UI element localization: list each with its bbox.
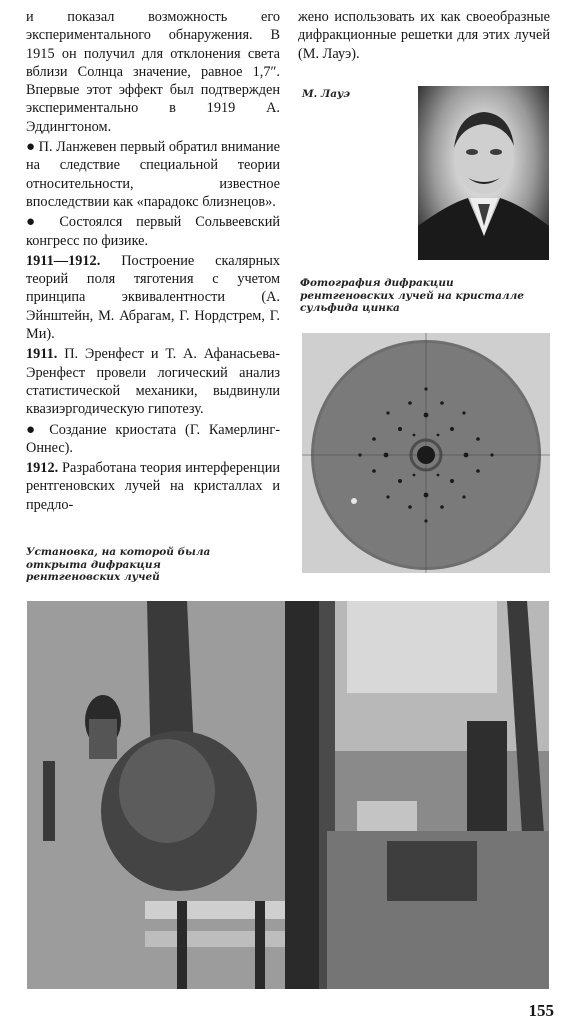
apparatus-photo: [27, 601, 549, 989]
portrait-caption: М. Лауэ: [302, 88, 351, 100]
paragraph-scalar-theories: [26, 252, 280, 343]
diffraction-pattern-icon: [302, 333, 550, 573]
paragraph-text: Создание криостата (Г. Камерлинг-Оннес).: [26, 421, 281, 456]
page-number: 155: [528, 1001, 554, 1020]
apparatus-icon: [27, 601, 549, 989]
paragraph-solvay: [26, 213, 280, 250]
paragraph-text: Разработана теория интерференции рентгеновских лучей на кристаллах и предло-: [26, 460, 280, 513]
year-label: 1912.: [26, 460, 59, 477]
paragraph-einstein-deflection: и показал возможность его экспериментального обнаружения. В 1915 он получил для отклонения света вблизи Солнца значение, равное 1,7″. Впервые этот эффект был подтвержден экспериментально в 1919 А. Эддингтоном.: [26, 9, 280, 135]
bullet-icon: ●: [26, 139, 36, 156]
bullet-icon: ●: [26, 421, 41, 438]
right-text-column: жено использовать их как своеобразные дифракционные решетки для этих лучей (М. Лауэ).: [298, 9, 550, 62]
diffraction-photo: [302, 333, 550, 573]
paragraph-ehrenfest: [26, 345, 280, 418]
year-label: 1911.: [26, 346, 58, 363]
paragraph-text: П. Эренфест и Т. А. Афанасьева-Эренфест провели логический анализ статистической механики, выдвинули квазиэргодическую гипотезу.: [26, 346, 280, 418]
paragraph-text: Построение скалярных теорий поля тяготения с учетом принципа эквивалентности (А. Эйнштейн, М. Абрагам, Г. Нордстрем, Г. Ми).: [26, 252, 280, 343]
paragraph-cryostat: [26, 421, 280, 458]
bullet-icon: ●: [26, 214, 46, 231]
paragraph-text: Состоялся первый Сольвеевский конгресс по физике.: [26, 214, 281, 249]
left-text-column: [26, 8, 280, 516]
year-label: 1911—1912.: [26, 252, 101, 269]
apparatus-caption: Установка, на которой была открыта дифракция рентгеновских лучей: [26, 546, 211, 583]
diffraction-caption: Фотография дифракции рентгеновских лучей на кристалле сульфида цинка: [300, 277, 524, 314]
paragraph-text: П. Ланжевен первый обратил внимание на следствие специальной теории относительности, известное впоследствии как «парадокс близнецов».: [26, 139, 281, 210]
laue-portrait-photo: [418, 86, 549, 260]
paragraph-laue-theory: [26, 459, 280, 514]
paragraph-langevin: [26, 138, 280, 211]
portrait-icon: [418, 86, 549, 260]
